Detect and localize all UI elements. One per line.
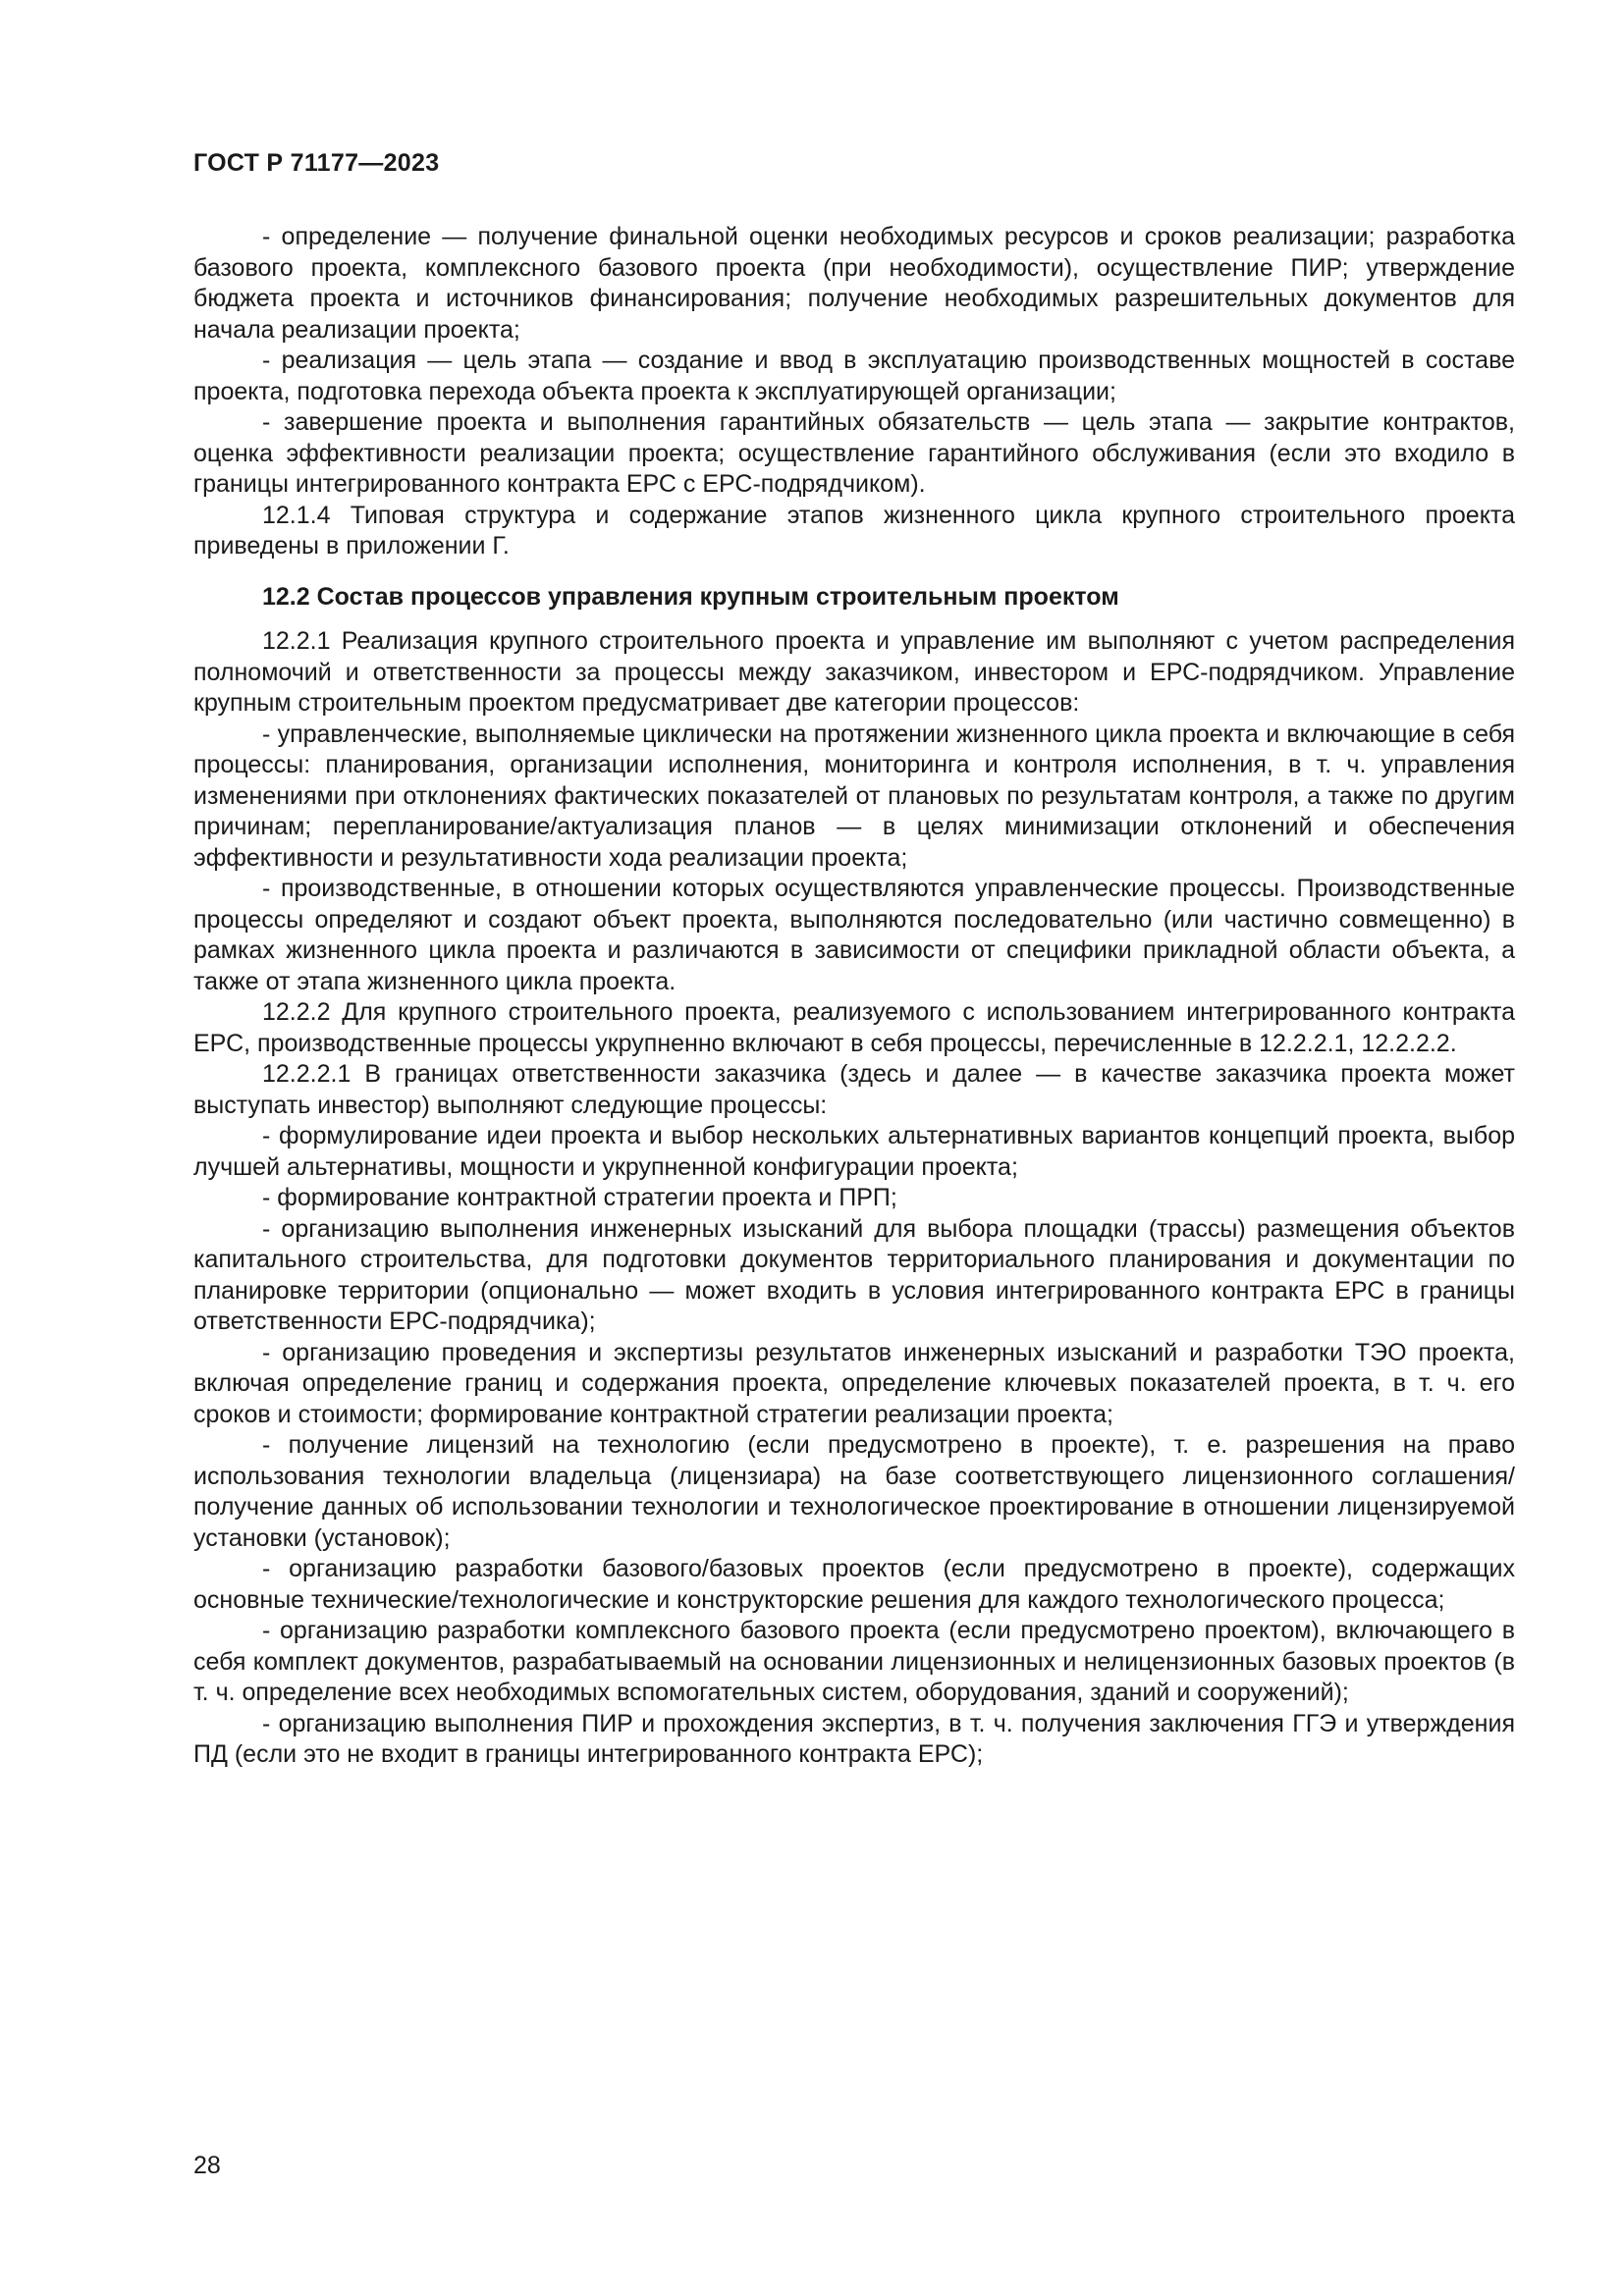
paragraph: 12.1.4 Типовая структура и содержание этапов жизненного цикла крупного строительного проекта приведены в приложении Г. <box>193 501 1515 560</box>
paragraph: - определение — получение финальной оценки необходимых ресурсов и сроков реализации; разработка базового проекта, комплексного базового проекта (при необходимости), осуществление ПИР; утверждение бюджета проекта и источников финансирования; получение необходимых разрешительных документов для начала реализации проекта; <box>193 223 1515 344</box>
paragraph: - завершение проекта и выполнения гарантийных обязательств — цель этапа — закрытие контрактов, оценка эффективности реализации проекта; осуществление гарантийного обслуживания (если это входило в границы интегрированного контракта ЕРС с ЕРС-подрядчиком). <box>193 408 1515 498</box>
paragraph: - производственные, в отношении которых осуществляются управленческие процессы. Производственные процессы определяют и создают объект проекта, выполняются последовательно (или частично совмещенно) в рамках жизненного цикла проекта и различаются в зависимости от специфики прикладной области объекта, а также от этапа жизненного цикла проекта. <box>193 875 1515 995</box>
paragraph: - организацию разработки комплексного базового проекта (если предусмотрено проектом), включающего в себя комплект документов, разрабатываемый на основании лицензионных и нелицензионных базовых проектов (в т. ч. определение всех необходимых вспомогательных систем, оборудования, зданий и сооружений); <box>193 1617 1515 1706</box>
paragraph: - организацию выполнения инженерных изысканий для выбора площадки (трассы) размещения объектов капитального строительства, для подготовки документов территориального планирования и документации по планировке территории (опционально — может входить в условия интегрированного контракта ЕРС в границы ответственности ЕРС-подрядчика); <box>193 1214 1515 1335</box>
page-number: 28 <box>193 2152 221 2179</box>
paragraph: - формирование контрактной стратегии проекта и ПРП; <box>262 1184 897 1211</box>
section-heading: 12.2 Состав процессов управления крупным строительным проектом <box>262 582 1119 611</box>
paragraph: 12.2.2.1 В границах ответственности заказчика (здесь и далее — в качестве заказчика проекта может выступать инвестор) выполняют следующие процессы: <box>193 1060 1515 1119</box>
paragraph: - организацию разработки базового/базовых проектов (если предусмотрено в проекте), содержащих основные технические/технологические и конструкторские решения для каждого технологического процесса; <box>193 1555 1515 1614</box>
document-body <box>193 222 1515 1771</box>
paragraph: 12.2.1 Реализация крупного строительного проекта и управление им выполняют с учетом распределения полномочий и ответственности за процессы между заказчиком, инвестором и ЕРС-подрядчиком. Управление крупным строительным проектом предусматривает две категории процессов: <box>193 627 1515 717</box>
document-header: ГОСТ Р 71177—2023 <box>193 149 440 177</box>
paragraph: - реализация — цель этапа — создание и ввод в эксплуатацию производственных мощностей в составе проекта, подготовка перехода объекта проекта к эксплуатирующей организации; <box>193 347 1515 405</box>
paragraph: - формулирование идеи проекта и выбор нескольких альтернативных вариантов концепций проекта, выбор лучшей альтернативы, мощности и укрупненной конфигурации проекта; <box>193 1122 1515 1181</box>
paragraph: - получение лицензий на технологию (если предусмотрено в проекте), т. е. разрешения на право использования технологии владельца (лицензиара) на базе соответствующего лицензионного соглашения/получение данных об использовании технологии и технологическое проектирование в отношении лицензируемой установки (установок); <box>193 1431 1515 1552</box>
paragraph: - организацию выполнения ПИР и прохождения экспертиз, в т. ч. получения заключения ГГЭ и утверждения ПД (если это не входит в границы интегрированного контракта ЕРС); <box>193 1709 1515 1768</box>
paragraph: - организацию проведения и экспертизы результатов инженерных изысканий и разработки ТЭО проекта, включая определение границ и содержания проекта, определение ключевых показателей проекта, в т. ч. его сроков и стоимости; формирование контрактной стратегии реализации проекта; <box>193 1338 1515 1428</box>
paragraph: 12.2.2 Для крупного строительного проекта, реализуемого с использованием интегрированного контракта ЕРС, производственные процессы укрупненно включают в себя процессы, перечисленные в 12.2.2.1, 12.2.2.2. <box>193 998 1515 1057</box>
paragraph: - управленческие, выполняемые циклически на протяжении жизненного цикла проекта и включающие в себя процессы: планирования, организации исполнения, мониторинга и контроля исполнения, в т. ч. управления изменениями при отклонениях фактических показателей от плановых по результатам контроля, а также по другим причинам; перепланирование/актуализация планов — в целях минимизации отклонений и обеспечения эффективности и результативности хода реализации проекта; <box>193 720 1515 872</box>
